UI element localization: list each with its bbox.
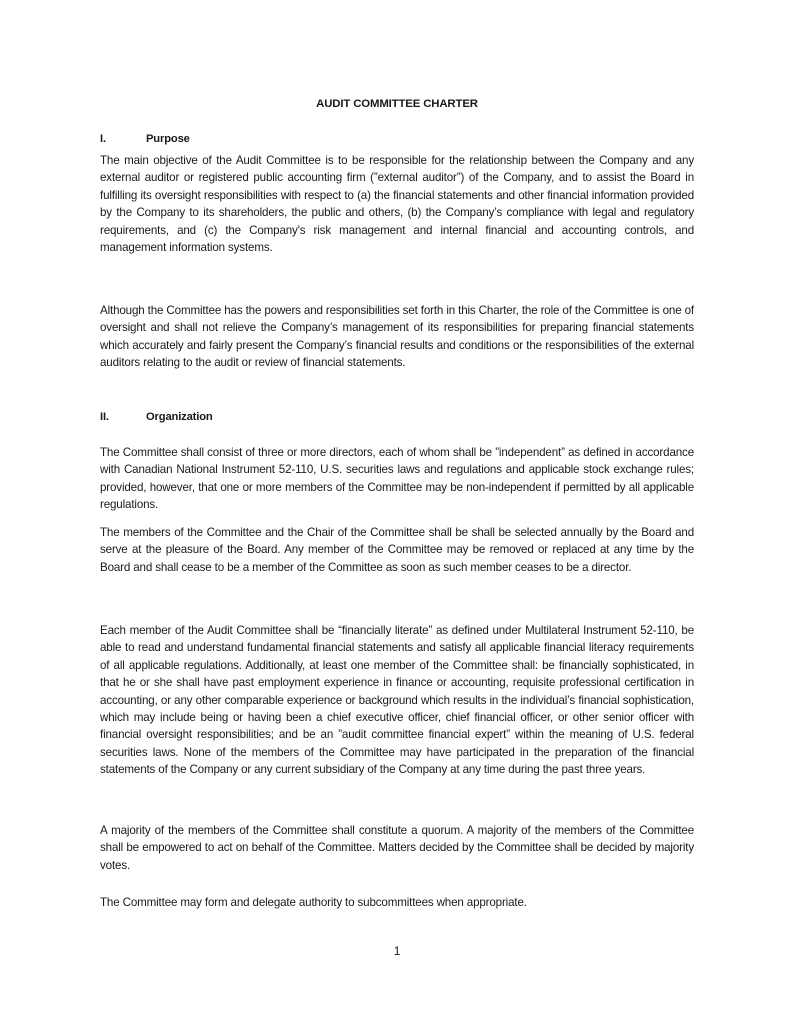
paragraph: The main objective of the Audit Committee is to be responsible for the relationship between the Company and any external auditor or registered public accounting firm (”external auditor”) of the Company, and to assist the Board in fulfilling its oversight responsibilities with respect to (a) the financial statements and other financial information provided by the Company to its shareholders, the public and others, (b) the Company’s compliance with legal and regulatory requirements, and (c) the Company's risk management and internal financial and accounting controls, and management information systems. [100, 154, 694, 255]
paragraph: Although the Committee has the powers and responsibilities set forth in this Charter, the role of the Committee is one of oversight and shall not relieve the Company’s management of its responsibilities for preparing financial statements which accurately and fairly present the Company’s financial results and conditions or the responsibilities of the external auditors relating to the audit or review of financial statements. [100, 304, 694, 370]
section-heading-purpose [100, 131, 190, 148]
paragraph: The Committee shall consist of three or more directors, each of whom shall be ”independent” as defined in accordance with Canadian National Instrument 52-110, U.S. securities laws and regulations and applicable stock exchange rules; provided, however, that one or more members of the Committee may be non-independent if permitted by all applicable regulations. [100, 446, 694, 512]
section-heading-organization [100, 409, 213, 426]
document-title: AUDIT COMMITTEE CHARTER [316, 98, 478, 110]
paragraph: A majority of the members of the Committee shall constitute a quorum. A majority of the members of the Committee shall be empowered to act on behalf of the Committee. Matters decided by the Committee shall be decided by majority votes. [100, 824, 694, 872]
section-number: II. [100, 411, 109, 423]
section-number: I. [100, 133, 106, 145]
paragraph: Each member of the Audit Committee shall be “financially literate” as defined under Multilateral Instrument 52-110, be able to read and understand fundamental financial statements and satisfy all applicable financial literacy requirements of all applicable regulations. Additionally, at least one member of the Committee shall: be financially sophisticated, in that he or she shall have past employment experience in finance or accounting, requisite professional certification in accounting, or any other comparable experience or background which results in the individual’s financial sophistication, which may include being or having been a chief executive officer, chief financial officer, or other senior officer with financial oversight responsibilities; and be an ”audit committee financial expert” within the meaning of U.S. federal securities laws. None of the members of the Committee may have participated in the preparation of the financial statements of the Company or any current subsidiary of the Company at any time during the past three years. [100, 624, 694, 777]
section-title: Organization [146, 411, 213, 423]
paragraph: The Committee may form and delegate authority to subcommittees when appropriate. [100, 896, 527, 909]
page-number: 1 [393, 944, 401, 958]
section-title: Purpose [146, 133, 190, 145]
paragraph: The members of the Committee and the Chair of the Committee shall be shall be selected annually by the Board and serve at the pleasure of the Board. Any member of the Committee may be removed or replaced at any time by the Board and shall cease to be a member of the Committee as soon as such member ceases to be a director. [100, 526, 694, 574]
